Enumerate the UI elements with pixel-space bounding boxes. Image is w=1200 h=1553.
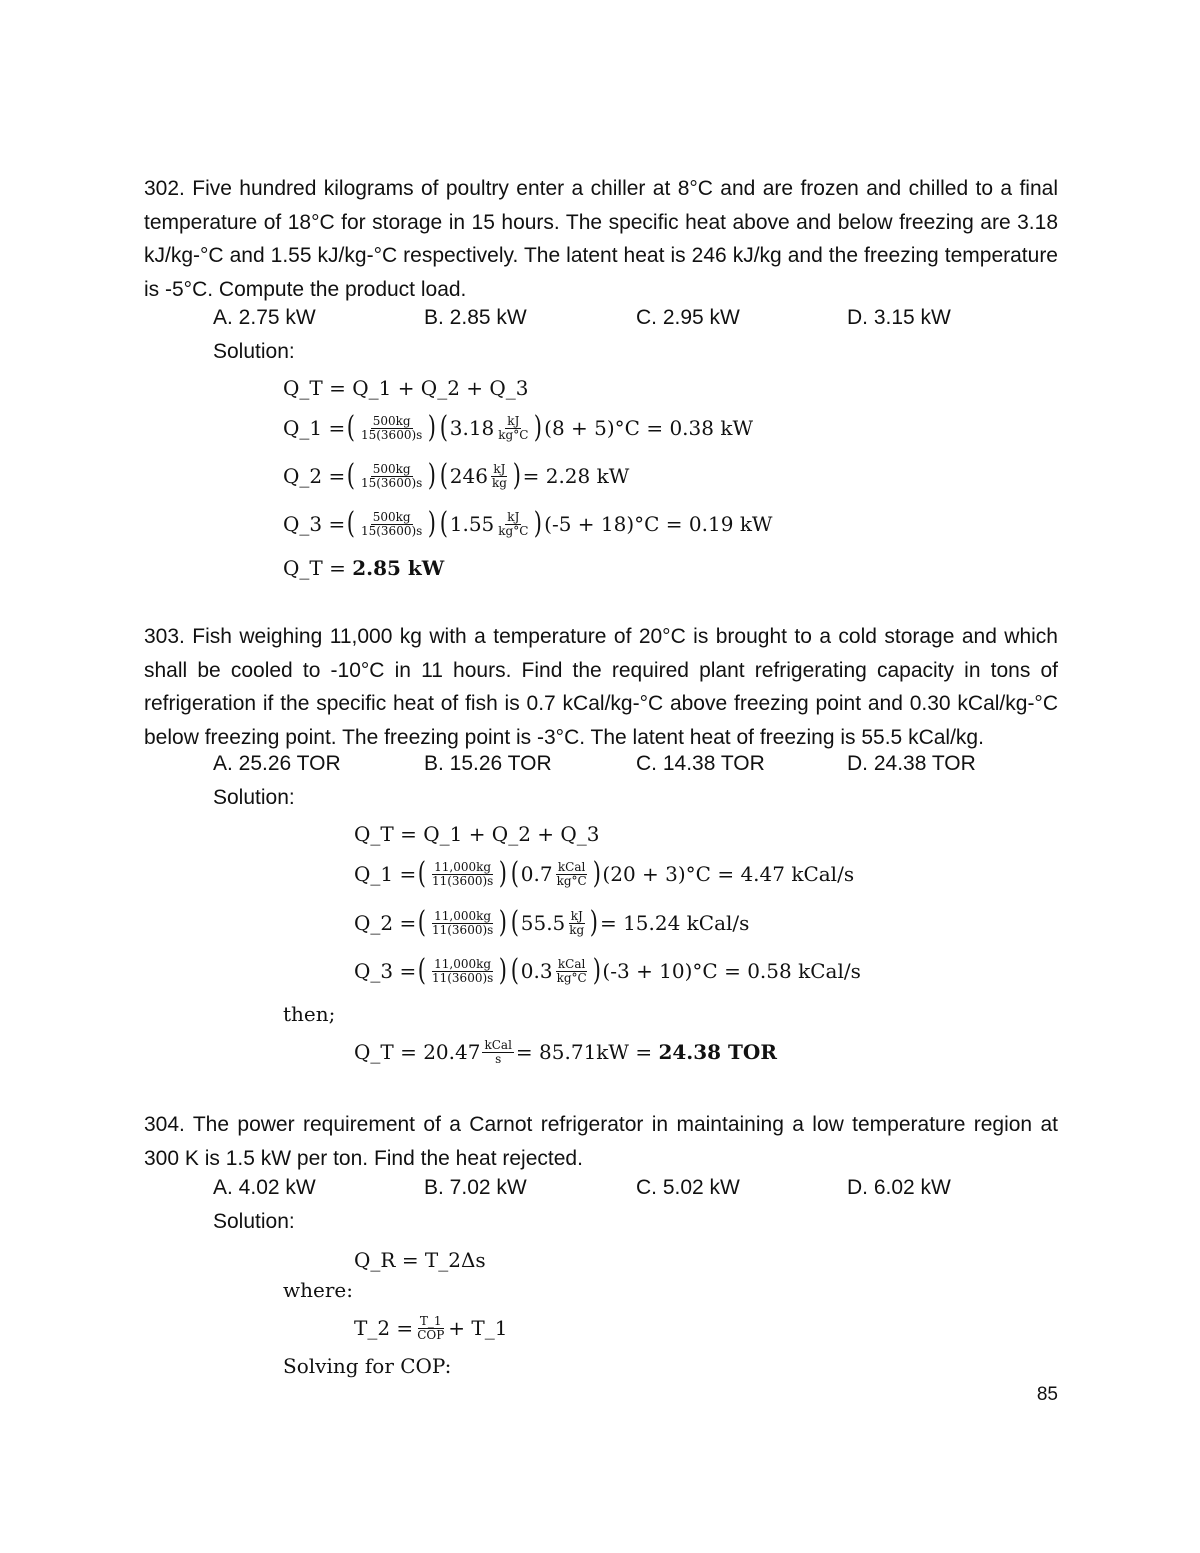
equation-value: 55.5 [520, 911, 566, 935]
problem-303-text: 303. Fish weighing 11,000 kg with a temperature of 20°C is brought to a cold storage and which shall be cooled to -10°C in 11 hours. Find the required plant refrigerating capacity in tons of refrigeration if the specific heat of fish is 0.7 kCal/kg-°C above freezing point and 0.30 kCal/kg-°C below freezing point. The freezing point is -3°C. The latent heat of freezing is 55.5 kCal/kg. [144, 625, 1058, 749]
fraction-denominator: 11(3600)s [431, 873, 494, 888]
fraction-denominator: 15(3600)s [360, 427, 423, 442]
equation-lhs: T_2 = [354, 1316, 414, 1340]
equation-rhs: (8 + 5)°C = 0.38 kW [544, 416, 754, 440]
equation-value: 3.18 [449, 416, 495, 440]
solution-label: Solution: [213, 786, 295, 809]
equation-t2 [354, 1308, 507, 1348]
equation-mid: = 85.71kW = [515, 1040, 653, 1064]
equation-lhs: Q_2 = [283, 464, 346, 488]
equation-rhs: = 2.28 kW [522, 464, 630, 488]
solving-label: Solving for COP: [283, 1354, 452, 1378]
unit-denominator: s [495, 1051, 502, 1066]
equation-q1: Q_1 = ( $\frac{500kg}{15(3600)s}$ ) ( 3.18 $\frac{kJ}{kg^\circ C}$ ) (8 + 5)°C = 0.38 kW [283, 410, 754, 445]
problem-303-choices [213, 752, 1058, 784]
equation-lhs: Q_2 = [354, 911, 417, 935]
choice-c: C. 14.38 TOR [636, 752, 765, 775]
equation-lhs: Q_T = [283, 556, 346, 580]
equation-value: 0.3 [520, 959, 553, 983]
where-label: where: [283, 1278, 353, 1302]
unit-numerator: kJ [507, 413, 520, 428]
choice-c: C. 2.95 kW [636, 306, 740, 329]
choice-d: D. 24.38 TOR [847, 752, 976, 775]
equation-q2: Q_2 = ( $\frac{11,000kg}{11(3600)s}$ ) ( 55.5 $\frac{kJ}{kg}$ ) = 15.24 kCal/s [354, 905, 750, 940]
fraction-numerator: T_1 [419, 1313, 442, 1328]
fraction-denominator: 11(3600)s [431, 922, 494, 937]
equation-q3: Q_3 = ( $\frac{500kg}{15(3600)s}$ ) ( 1.55 $\frac{kJ}{kg^\circ C}$ ) (-5 + 18)°C = 0.19 kW [283, 506, 773, 541]
equation-value: 0.7 [520, 862, 553, 886]
equation-rhs: (-3 + 10)°C = 0.58 kCal/s [602, 959, 861, 983]
equation-text: Q_T = Q_1 + Q_2 + Q_3 [354, 822, 600, 846]
fraction-numerator: 11,000kg [434, 956, 492, 971]
equation-lhs: Q_3 = [283, 512, 346, 536]
choice-b: B. 15.26 TOR [424, 752, 552, 775]
equation-result [354, 1032, 777, 1072]
equation-rhs: + T_1 [448, 1316, 508, 1340]
equation-lhs: Q_1 = [354, 862, 417, 886]
fraction-denominator: 15(3600)s [360, 523, 423, 538]
choice-a: A. 25.26 TOR [213, 752, 341, 775]
unit-numerator: kJ [507, 509, 520, 524]
equation-heat-rejected [354, 1240, 486, 1280]
unit-denominator: kg°C [498, 427, 529, 442]
unit-numerator: kCal [557, 859, 586, 874]
choice-d: D. 3.15 kW [847, 306, 951, 329]
unit-denominator: kg°C [498, 523, 529, 538]
problem-304-choices [213, 1176, 1058, 1208]
fraction-numerator: 11,000kg [434, 859, 492, 874]
page-number: 85 [1036, 1384, 1058, 1405]
problem-304-text: 304. The power requirement of a Carnot refrigerator in maintaining a low temperature region at 300 K is 1.5 kW per ton. Find the heat rejected. [144, 1113, 1058, 1170]
fraction-denominator: 15(3600)s [360, 475, 423, 490]
unit-denominator: kg [491, 475, 507, 490]
unit-numerator: kCal [557, 956, 586, 971]
equation-value: 246 [449, 464, 488, 488]
unit-numerator: kJ [493, 461, 506, 476]
choice-a: A. 2.75 kW [213, 306, 316, 329]
choice-d: D. 6.02 kW [847, 1176, 951, 1199]
fraction-denominator: 11(3600)s [431, 970, 494, 985]
choice-c: C. 5.02 kW [636, 1176, 740, 1199]
unit-denominator: kg°C [556, 873, 587, 888]
equation-answer: 2.85 kW [352, 556, 445, 580]
unit-denominator: kg°C [556, 970, 587, 985]
equation-q1: Q_1 = ( $\frac{11,000kg}{11(3600)s}$ ) ( 0.7 $\frac{\text{kCal}}{kg^\circ C}$ ) (20 + 3)°C = 4.47 kCal/s [354, 856, 855, 891]
choice-b: B. 7.02 kW [424, 1176, 527, 1199]
equation-value: 1.55 [449, 512, 495, 536]
choice-a: A. 4.02 kW [213, 1176, 316, 1199]
problem-302-text: 302. Five hundred kilograms of poultry enter a chiller at 8°C and are frozen and chilled to a final temperature of 18°C for storage in 15 hours. The specific heat above and below freezing are 3.18 kJ/kg-°C and 1.55 kJ/kg-°C respectively. The latent heat is 246 kJ/kg and the freezing temperature is -5°C. Compute the product load. [144, 177, 1058, 301]
equation-answer: 24.38 TOR [658, 1040, 777, 1064]
equation-rhs: = 15.24 kCal/s [599, 911, 750, 935]
then-label: then; [283, 1002, 336, 1026]
equation-total [283, 368, 529, 408]
equation-total [354, 814, 600, 854]
fraction-denominator: COP [417, 1327, 445, 1342]
fraction-numerator: 11,000kg [434, 908, 492, 923]
equation-lhs: Q_T = 20.47 [354, 1040, 481, 1064]
fraction-numerator: 500kg [372, 509, 411, 524]
equation-rhs: (-5 + 18)°C = 0.19 kW [544, 512, 773, 536]
equation-result [283, 548, 444, 588]
equation-text: Q_T = Q_1 + Q_2 + Q_3 [283, 376, 529, 400]
fraction-numerator: 500kg [372, 413, 411, 428]
fraction-numerator: 500kg [372, 461, 411, 476]
equation-lhs: Q_3 = [354, 959, 417, 983]
equation-q3: Q_3 = ( $\frac{11,000kg}{11(3600)s}$ ) ( 0.3 $\frac{\text{kCal}}{kg^\circ C}$ ) (-3 + 10)°C = 0.58 kCal/s [354, 953, 861, 988]
equation-text: Q_R = T_2Δs [354, 1248, 486, 1272]
equation-q2: Q_2 = ( $\frac{500kg}{15(3600)s}$ ) ( 246 $\frac{kJ}{kg}$ ) = 2.28 kW [283, 458, 630, 493]
unit-numerator: kJ [570, 908, 583, 923]
unit-numerator: kCal [484, 1037, 512, 1052]
unit-denominator: kg [569, 922, 585, 937]
choice-b: B. 2.85 kW [424, 306, 527, 329]
solution-label: Solution: [213, 1210, 295, 1233]
equation-rhs: (20 + 3)°C = 4.47 kCal/s [602, 862, 855, 886]
problem-302-choices [213, 306, 1058, 338]
equation-lhs: Q_1 = [283, 416, 346, 440]
solution-label: Solution: [213, 340, 295, 363]
